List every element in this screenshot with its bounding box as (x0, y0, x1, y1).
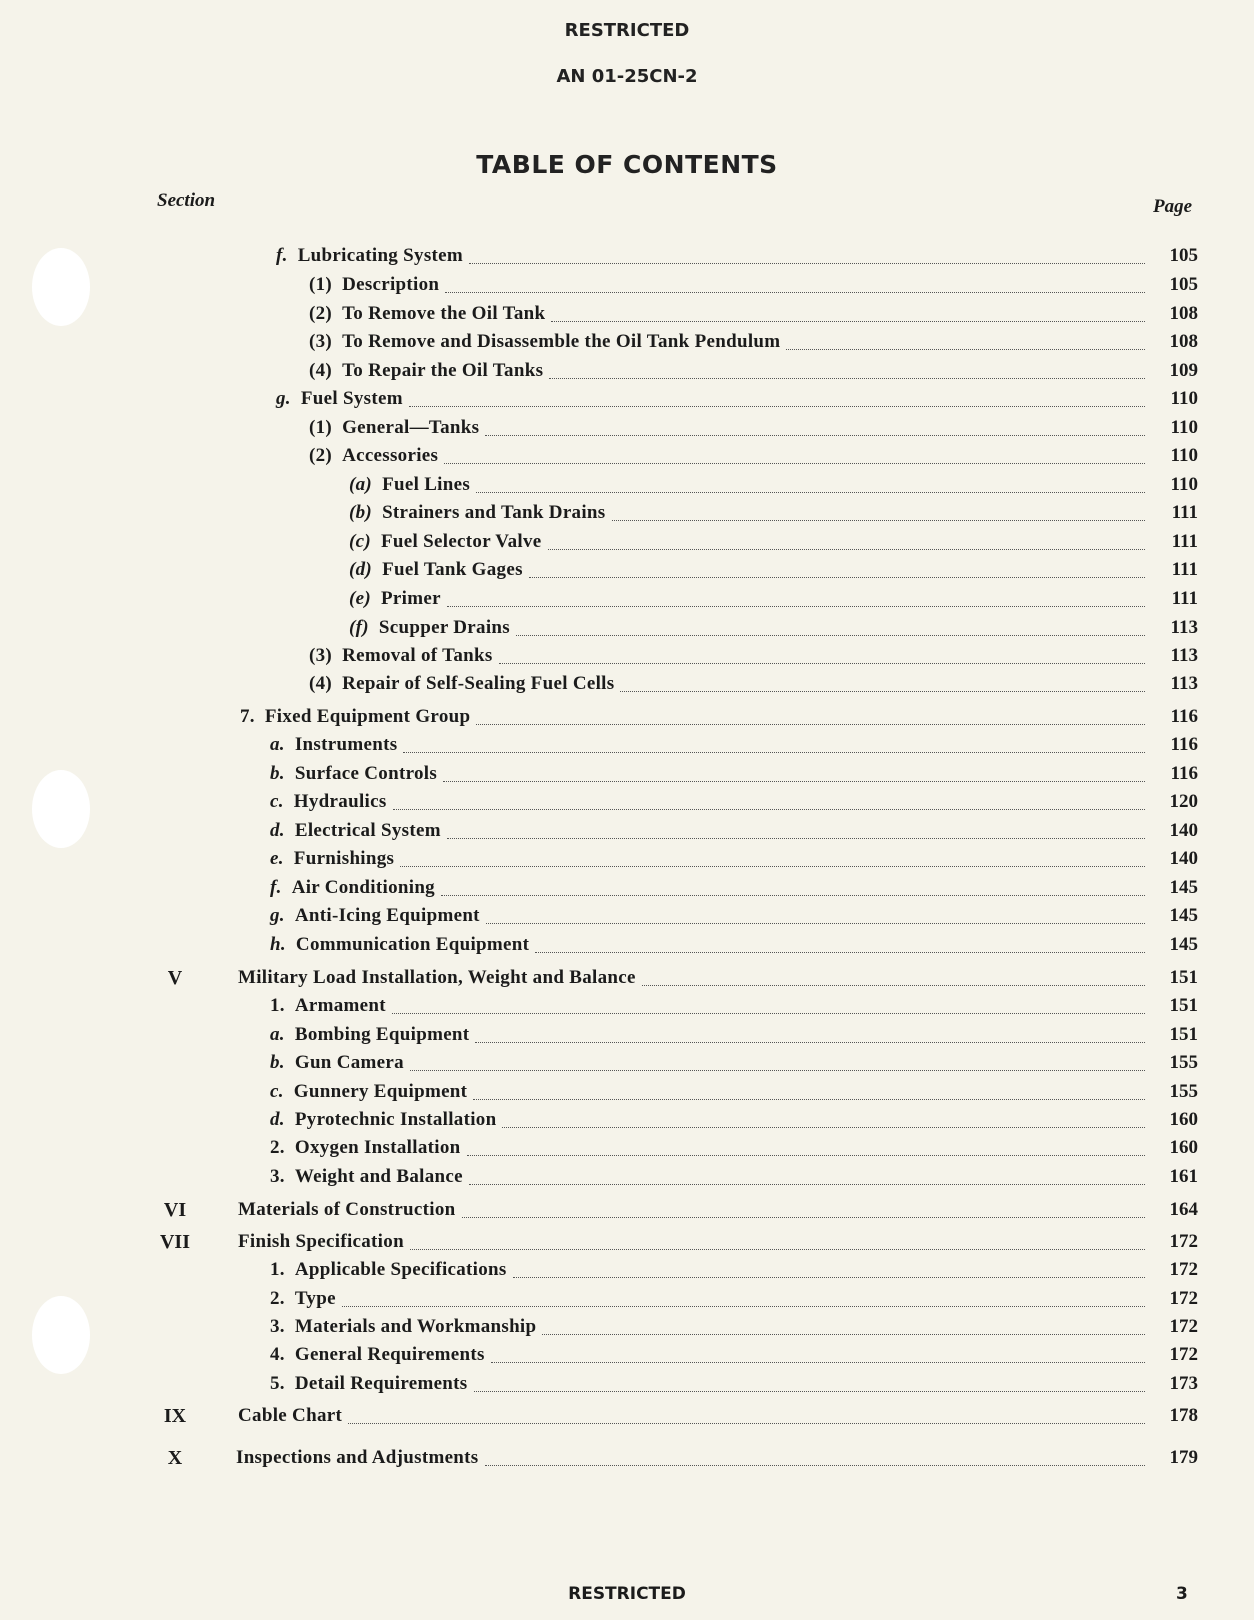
dot-leader (410, 1249, 1145, 1250)
dot-leader (410, 1070, 1145, 1071)
entry-page-number: 160 (1169, 1137, 1198, 1158)
entry-title (270, 992, 386, 1020)
entry-title-text: Instruments (294, 734, 398, 755)
entry-page-number: 145 (1169, 877, 1198, 898)
section-column-header: Section (157, 190, 216, 211)
entry-page-number: 110 (1170, 417, 1198, 438)
entry-title-text: Fuel Selector Valve (381, 531, 542, 552)
entry-page-number: 110 (1170, 474, 1198, 495)
toc-entry (0, 414, 1254, 442)
dot-leader (447, 838, 1145, 839)
toc-entry (0, 642, 1254, 670)
toc-entry (0, 357, 1254, 385)
toc-entry (0, 1106, 1254, 1134)
dot-leader (502, 1127, 1145, 1128)
entry-page-number: 145 (1169, 934, 1198, 955)
toc-entry (0, 670, 1254, 698)
entry-title (309, 642, 493, 670)
section-number: IX (163, 1405, 187, 1427)
entry-title (270, 931, 529, 959)
toc-entry (0, 1402, 1254, 1430)
page-column-header: Page (1153, 196, 1193, 217)
toc-entry (0, 1313, 1254, 1341)
dot-leader (443, 781, 1145, 782)
toc-entry (0, 1163, 1254, 1191)
entry-title (270, 1049, 404, 1077)
dot-leader (620, 691, 1145, 692)
entry-page-number: 111 (1171, 588, 1198, 609)
dot-leader (447, 606, 1145, 607)
entry-title (270, 902, 480, 930)
toc-entry (0, 731, 1254, 759)
entry-prefix: 7. (240, 706, 255, 727)
entry-prefix: 5. (270, 1373, 285, 1394)
toc-entry (0, 471, 1254, 499)
entry-title-text: Communication Equipment (295, 934, 530, 955)
entry-title (238, 1228, 404, 1256)
toc-entry (0, 528, 1254, 556)
toc-entry (0, 385, 1254, 413)
entry-page-number: 155 (1169, 1081, 1198, 1102)
entry-prefix: b. (270, 1052, 285, 1073)
dot-leader (642, 985, 1145, 986)
entry-title-text: Strainers and Tank Drains (382, 502, 606, 523)
entry-title (349, 471, 470, 499)
entry-title-text: Accessories (342, 445, 439, 466)
entry-title (270, 760, 437, 788)
entry-title-text: Bombing Equipment (294, 1024, 470, 1045)
entry-title-text: Anti-Icing Equipment (294, 905, 480, 926)
entry-title-text: Air Conditioning (291, 877, 435, 898)
entry-page-number: 151 (1169, 995, 1198, 1016)
entry-prefix: (2) (309, 445, 333, 466)
entry-title-text: Materials of Construction (238, 1199, 456, 1220)
entry-title-text: Lubricating System (297, 245, 464, 266)
toc-entry (0, 1196, 1254, 1224)
entry-page-number: 173 (1169, 1373, 1198, 1394)
toc-entry (0, 703, 1254, 731)
entry-title-text: Weight and Balance (294, 1166, 463, 1187)
dot-leader (445, 292, 1145, 293)
entry-title-text: Applicable Specifications (294, 1259, 507, 1280)
entry-prefix: 1. (270, 995, 285, 1016)
toc-entry (0, 556, 1254, 584)
toc-entry (0, 271, 1254, 299)
toc-entry (0, 499, 1254, 527)
dot-leader (475, 1042, 1145, 1043)
entry-title-text: Detail Requirements (294, 1373, 468, 1394)
entry-page-number: 110 (1170, 445, 1198, 466)
dot-leader (486, 923, 1145, 924)
dot-leader (485, 435, 1145, 436)
entry-title (270, 1106, 496, 1134)
dot-leader (535, 952, 1145, 953)
entry-prefix: (1) (309, 417, 333, 438)
entry-title-text: Gunnery Equipment (293, 1081, 468, 1102)
entry-title-text: Gun Camera (294, 1052, 404, 1073)
entry-page-number: 172 (1169, 1344, 1198, 1365)
entry-page-number: 105 (1169, 245, 1198, 266)
entry-title (270, 1341, 485, 1369)
entry-page-number: 113 (1170, 673, 1198, 694)
entry-prefix: g. (276, 388, 291, 409)
entry-page-number: 155 (1169, 1052, 1198, 1073)
entry-page-number: 145 (1169, 905, 1198, 926)
entry-title (270, 1163, 463, 1191)
entry-page-number: 172 (1169, 1259, 1198, 1280)
entry-title (309, 300, 545, 328)
entry-prefix: d. (270, 1109, 285, 1130)
dot-leader (516, 635, 1145, 636)
entry-page-number: 111 (1171, 502, 1198, 523)
entry-page-number: 172 (1169, 1288, 1198, 1309)
entry-title-text: General Requirements (294, 1344, 485, 1365)
entry-prefix: (c) (349, 531, 371, 552)
toc-entry (0, 788, 1254, 816)
dot-leader (549, 378, 1145, 379)
entry-title-text: Fuel Lines (382, 474, 471, 495)
dot-leader (393, 809, 1145, 810)
entry-page-number: 113 (1170, 617, 1198, 638)
entry-page-number: 108 (1169, 303, 1198, 324)
dot-leader (499, 663, 1145, 664)
entry-title-text: Fuel System (300, 388, 403, 409)
entry-prefix: (e) (349, 588, 371, 609)
toc-entry (0, 442, 1254, 470)
entry-prefix: (4) (309, 673, 333, 694)
entry-prefix: (1) (309, 274, 333, 295)
entry-title (349, 556, 523, 584)
entry-prefix: 2. (270, 1288, 285, 1309)
entry-prefix: a. (270, 1024, 285, 1045)
entry-prefix: (4) (309, 360, 333, 381)
entry-title-text: Cable Chart (238, 1405, 343, 1426)
entry-title (238, 1402, 342, 1430)
toc-entry (0, 242, 1254, 270)
entry-prefix: f. (270, 877, 282, 898)
entry-title-text: Materials and Workmanship (294, 1316, 537, 1337)
entry-title-text: Finish Specification (238, 1231, 404, 1252)
toc-entry (0, 1341, 1254, 1369)
toc-entry (0, 1285, 1254, 1313)
entry-page-number: 178 (1169, 1405, 1198, 1426)
toc-entry (0, 1134, 1254, 1162)
dot-leader (612, 520, 1145, 521)
entry-title-text: To Repair the Oil Tanks (342, 360, 544, 381)
entry-prefix: 3. (270, 1166, 285, 1187)
entry-title (276, 242, 463, 270)
entry-title (270, 1370, 468, 1398)
entry-page-number: 160 (1169, 1109, 1198, 1130)
entry-title (238, 1196, 456, 1224)
entry-prefix: 1. (270, 1259, 285, 1280)
entry-title-text: Armament (294, 995, 386, 1016)
entry-page-number: 116 (1170, 706, 1198, 727)
entry-title (238, 964, 636, 992)
entry-title (240, 703, 470, 731)
entry-page-number: 120 (1169, 791, 1198, 812)
page-title: TABLE OF CONTENTS (476, 150, 778, 179)
toc-entry (0, 1228, 1254, 1256)
entry-prefix: (b) (349, 502, 373, 523)
entry-prefix: (3) (309, 331, 333, 352)
entry-title-text: Pyrotechnic Installation (294, 1109, 497, 1130)
toc-entry (0, 902, 1254, 930)
entry-page-number: 172 (1169, 1231, 1198, 1252)
toc-entry (0, 300, 1254, 328)
document-number: AN 01-25CN-2 (556, 66, 698, 87)
entry-title-text: Removal of Tanks (342, 645, 493, 666)
toc-entry (0, 328, 1254, 356)
entry-title-text: Surface Controls (294, 763, 438, 784)
entry-page-number: 140 (1169, 820, 1198, 841)
page-number: 3 (1176, 1584, 1188, 1604)
entry-prefix: 4. (270, 1344, 285, 1365)
toc-entry (0, 1256, 1254, 1284)
entry-title-text: Description (342, 274, 440, 295)
dot-leader (786, 349, 1145, 350)
entry-page-number: 111 (1171, 559, 1198, 580)
section-number: VII (159, 1231, 190, 1253)
dot-leader (403, 752, 1145, 753)
section-number: X (167, 1447, 183, 1469)
entry-title-text: Electrical System (294, 820, 441, 841)
entry-prefix: 2. (270, 1137, 285, 1158)
entry-page-number: 110 (1170, 388, 1198, 409)
entry-title (270, 845, 394, 873)
dot-leader (444, 463, 1145, 464)
entry-title-text: Repair of Self-Sealing Fuel Cells (342, 673, 615, 694)
entry-page-number: 116 (1170, 734, 1198, 755)
toc-entry (0, 1021, 1254, 1049)
entry-title-text: Oxygen Installation (294, 1137, 461, 1158)
toc-entry (0, 1078, 1254, 1106)
dot-leader (513, 1277, 1145, 1278)
entry-prefix: e. (270, 848, 284, 869)
entry-prefix: h. (270, 934, 286, 955)
dot-leader (548, 549, 1145, 550)
entry-title-text: To Remove the Oil Tank (342, 303, 546, 324)
dot-leader (462, 1217, 1145, 1218)
entry-title (309, 670, 614, 698)
entry-page-number: 164 (1169, 1199, 1198, 1220)
entry-title (309, 414, 479, 442)
toc-entry (0, 1444, 1254, 1472)
entry-prefix: b. (270, 763, 285, 784)
entry-title-text: Primer (381, 588, 441, 609)
toc-entry (0, 1049, 1254, 1077)
entry-title-text: General—Tanks (342, 417, 480, 438)
entry-title (349, 614, 510, 642)
toc-entry (0, 1370, 1254, 1398)
dot-leader (392, 1013, 1145, 1014)
toc-entry (0, 992, 1254, 1020)
dot-leader (476, 724, 1145, 725)
classification-footer: RESTRICTED (568, 1584, 686, 1604)
toc-entry (0, 817, 1254, 845)
dot-leader (441, 895, 1145, 896)
entry-title (309, 357, 543, 385)
entry-prefix: (2) (309, 303, 333, 324)
entry-title-text: Military Load Installation, Weight and Balance (238, 967, 636, 988)
dot-leader (342, 1306, 1145, 1307)
entry-prefix: (a) (349, 474, 373, 495)
entry-title (270, 1021, 469, 1049)
toc-entry (0, 614, 1254, 642)
dot-leader (400, 866, 1145, 867)
entry-page-number: 179 (1169, 1447, 1198, 1468)
entry-prefix: c. (270, 791, 284, 812)
classification-header: RESTRICTED (564, 20, 690, 41)
entry-prefix: c. (270, 1081, 284, 1102)
entry-title-text: Fuel Tank Gages (382, 559, 523, 580)
entry-page-number: 151 (1169, 1024, 1198, 1045)
toc-entry (0, 931, 1254, 959)
entry-title (270, 1256, 507, 1284)
entry-title (270, 731, 397, 759)
toc-entry (0, 845, 1254, 873)
entry-prefix: (f) (349, 617, 369, 638)
entry-page-number: 161 (1169, 1166, 1198, 1187)
entry-title (276, 385, 403, 413)
toc-entry (0, 760, 1254, 788)
dot-leader (529, 577, 1145, 578)
entry-title (309, 271, 439, 299)
entry-page-number: 151 (1169, 967, 1198, 988)
entry-page-number: 109 (1169, 360, 1198, 381)
dot-leader (485, 1465, 1145, 1466)
entry-prefix: (3) (309, 645, 333, 666)
entry-title (270, 1285, 336, 1313)
dot-leader (469, 1184, 1145, 1185)
entry-title (270, 874, 435, 902)
entry-page-number: 105 (1169, 274, 1198, 295)
entry-title (270, 1313, 536, 1341)
entry-title-text: Furnishings (293, 848, 395, 869)
entry-page-number: 172 (1169, 1316, 1198, 1337)
toc-entry (0, 874, 1254, 902)
entry-title (349, 528, 542, 556)
entry-title (270, 817, 441, 845)
entry-title (309, 328, 780, 356)
entry-title (349, 499, 606, 527)
entry-prefix: (d) (349, 559, 373, 580)
dot-leader (474, 1391, 1145, 1392)
entry-page-number: 111 (1171, 531, 1198, 552)
dot-leader (542, 1334, 1145, 1335)
dot-leader (473, 1099, 1145, 1100)
toc-entry (0, 585, 1254, 613)
entry-prefix: a. (270, 734, 285, 755)
toc-entry (0, 964, 1254, 992)
section-number: VI (163, 1199, 187, 1221)
dot-leader (467, 1155, 1145, 1156)
entry-title (309, 442, 438, 470)
entry-page-number: 108 (1169, 331, 1198, 352)
entry-title (236, 1444, 479, 1472)
entry-prefix: g. (270, 905, 285, 926)
entry-prefix: 3. (270, 1316, 285, 1337)
entry-title-text: Scupper Drains (378, 617, 510, 638)
dot-leader (469, 263, 1145, 264)
dot-leader (348, 1423, 1145, 1424)
entry-title (349, 585, 441, 613)
entry-title-text: To Remove and Disassemble the Oil Tank Pendulum (342, 331, 781, 352)
entry-title (270, 788, 387, 816)
dot-leader (491, 1362, 1145, 1363)
section-number: V (167, 967, 183, 989)
entry-title-text: Hydraulics (293, 791, 387, 812)
entry-page-number: 116 (1170, 763, 1198, 784)
entry-title-text: Type (294, 1288, 336, 1309)
dot-leader (551, 321, 1145, 322)
entry-title-text: Fixed Equipment Group (264, 706, 471, 727)
entry-page-number: 113 (1170, 645, 1198, 666)
entry-page-number: 140 (1169, 848, 1198, 869)
entry-title (270, 1134, 461, 1162)
entry-title (270, 1078, 467, 1106)
dot-leader (409, 406, 1145, 407)
entry-prefix: d. (270, 820, 285, 841)
entry-prefix: f. (276, 245, 288, 266)
entry-title-text: Inspections and Adjustments (236, 1447, 479, 1468)
dot-leader (476, 492, 1145, 493)
